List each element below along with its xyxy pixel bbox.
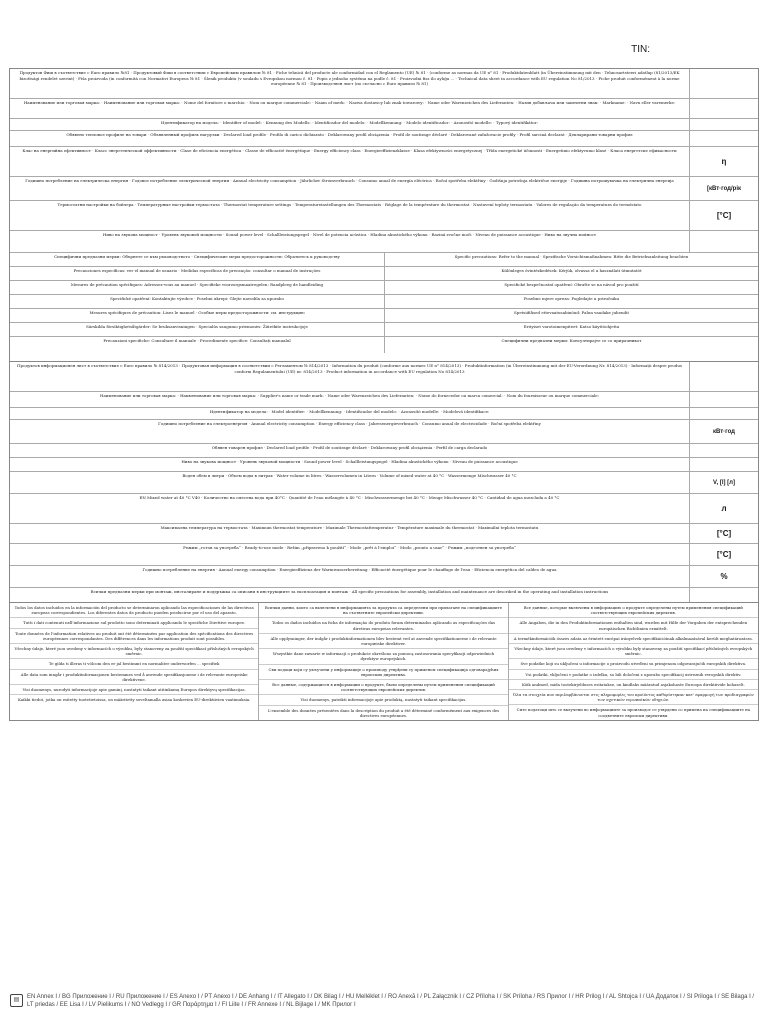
- note-paragraph: Сви подаци који су укључени у информације о производу утврђени су применом спецификација одговарајућих европских директива.: [259, 665, 507, 680]
- row-unit: [кВт·год/рік: [689, 177, 758, 200]
- row-text: Режим „готов за употреба“ · Ready-to-use mode · Režim „připraveno k použití“ · Mode „prêt à l'emploi“ · Modo „pronto a usar“ · Режим „подготвен за употреба“: [183, 545, 516, 550]
- table-row: [10, 267, 758, 281]
- document-icon: ▤: [10, 994, 23, 1007]
- table-row: [10, 362, 758, 392]
- row-text: Ниво на звукова мощност · Уровень звуковой мощности · Sound power level · Schallleistungspegel · Hladina akustického výkonu · Niveau de puissance acoustique: [181, 459, 518, 464]
- row-unit: [689, 392, 758, 407]
- row-text-right: Специфични предпазни мерки: Консултирајте се со прирачникот: [384, 337, 758, 353]
- note-paragraph: L'ensemble des données présentées dans la description du produit a été déterminé conformément aux exigences des directives européennes.: [267, 707, 500, 718]
- table-row: [10, 201, 758, 231]
- table-row: [10, 323, 758, 337]
- row-unit: [°C]: [689, 544, 758, 565]
- row-unit: η: [689, 147, 758, 176]
- row-text: Наименование или торговая марка: · Наименование или торговая марка: · Nome del fornitore o marchio: · Nom ou marque commerciale: · Naam of merk: · Nazwa dostawcy lub znak towarowy: · Name oder Warenzeichen des Lieferanten: · Назив добављача или заштитни знак: · Markname: · Navn eller varemerke:: [23, 100, 676, 105]
- note-paragraph: Όλα τα στοιχεία που περιλαμβάνονται στις πληροφορίες του προϊόντος καθορίστηκαν κατ' εφαρμογή των προδιαγραφών των σχετικών ευρωπαϊκών οδηγιών.: [509, 690, 758, 705]
- row-text-left: Specifické opatření: Kontaktujte výrobce · Posebni ukrepi: Glejte navodila za uporabo: [110, 296, 284, 301]
- table-row: [10, 147, 758, 177]
- row-unit: [689, 69, 758, 98]
- note-paragraph: Vsi podatki, vključeni v podatke o izdelku, so bili določeni z uporabo specifikacij ustreznih evropskih direktiv.: [509, 670, 758, 680]
- row-text: Обявен товарен профил · Declared load profile · Profil de soutirage déclaré · Deklarowany profil obciążenia · Perfil de carga declarado: [211, 445, 488, 450]
- table-row: [10, 524, 758, 544]
- table-row: [10, 253, 758, 267]
- row-text: Годишно потребление на електрическа енергия · Годовое потребление электрической энергии · Annual electricity consumption · Jährlicher Stromverbrauch · Consumo anual de energía eléctrica · Roční spotřeba elektřiny · Godišnja potrošnja električne energije · Годишна потрошувачка на електрична енергија: [25, 178, 674, 183]
- row-text: Термостатни настройки на бойлера · Температурные настройки термостата · Thermostat temperature settings · Temperatureinstellungen des Thermostats · Réglage de la température du thermostat · Nastavení teploty termostatu · Valores de regulação da temperatura do termóstato: [57, 202, 642, 207]
- annex-footer-text: EN Annex I / BG Приложение I / RU Приложение I / ES Anexo I / PT Anexo I / DE Anhang I / IT Allegato I / DK Bilag I / HU Melléklet I / RO Anexă I / PL Załącznik I / CZ Příloha I / SK Príloha / RS Прилог I / HR Prilog I / AL Shtojca I / UA Додаток I / SI Priloga I / SE Bilaga I / LT priedas / EE Lisa I / LV Pielikums I / NO Vedlegg I / GR Παράρτημα I / FI Liite I / FR Annexe I / NL Bijlage I / MK Прилог I: [27, 994, 755, 1008]
- table-row: [10, 444, 758, 458]
- product-information-table: [10, 362, 758, 602]
- note-paragraph: A termékinformációk összes adata az érintett európai irányelvek specifikációinak alkalmazásával került meghatározásra.: [509, 634, 758, 644]
- row-text: Наименование или торговая марка: · Наименование или торговая марка: · Supplier's name or trade mark: · Name oder Warenzeichen des Lieferanten: · Nome do fornecedor ou marca comercial: · Nom du fournisseur ou marque commerciale:: [100, 393, 599, 398]
- row-unit: [689, 408, 758, 419]
- row-text: Максимална температура на термостата · Maximum thermostat temperature · Maximale Thermostattemperatur · Température maximale du thermostat · Maximální teplota termostatu: [160, 525, 539, 530]
- row-unit: [689, 444, 758, 457]
- multilingual-notes: [10, 602, 758, 720]
- table-row: [10, 472, 758, 494]
- row-text: Ниво на звукова мощност · Уровень звуковой мощности · Sound power level · Schallleistungspegel · Nivel de potencia acústica · Hladina akustického výkonu · Raziná zvočne moči · Niveau de puissance acoustique · Ниво на звучна моќност: [102, 232, 597, 237]
- table-row: [10, 588, 758, 602]
- row-unit: [689, 119, 758, 130]
- note-paragraph: Todos os dados incluídos na ficha de informação do produto foram determinados aplicando as especificações das diretivas europeias relevantes.: [259, 618, 507, 633]
- row-text-right: Különleges óvintézkedések: Kérjük, olvassa el a használati útmutatót: [384, 267, 758, 280]
- row-text: Всички предпазни мерки при монтаж, инсталиране и поддръжка са описани в инструкциите за експлоатация и монтаж · All specific precautions for assembly, installation and maintenance are described in the operating and installation instructions: [90, 589, 609, 594]
- notes-column-left: [10, 603, 259, 720]
- note-paragraph: Toute données de l'information relatives au produit ont été déterminées par application des spécifications des directives européennes correspondantes. Des différences dans les informations produit sont possibles.: [10, 629, 258, 644]
- row-text: Продуктов Фиш в съответствие с Euro правило №81 · Продуктовый Фиш в соответствии с Европейским правилом № 81 · Fiche tehnică del producte ale conformidad con el Reglamento (UE) № 81 · (conforme as normas da UE n° 81 · Produktdatenblatt (in Übereinstimmung mit den · Tehnosartsteeri adatlap (81/2013/EK bizottsági rendelet szerint) · Fiša proizvoda (in conformità con Normativi Europeus № 81 · Ślenik produktu (v souladu s Evropskou normou č. 81 · Popis z jednoho systému na podle č. 81 · Proizvodni fisz ilo aylığa ... · Technical data sheet in accordance with EU regulation No 81/2013 · Fiche produit conformément à la norme européenne № 81 · Производствен лист (по съгласно с Euro правило № 81): [19, 70, 680, 87]
- row-unit: V, [l] [л]: [689, 472, 758, 493]
- note-paragraph: Alle Angaben, die in den Produktinformationen enthalten sind, wurden mit Hilfe der Vorgaben der entsprechenden europäischen Richtlinien ermittelt.: [509, 618, 758, 633]
- tin-label: TIN:: [631, 44, 650, 55]
- row-text-left: Mesures spécifiques de précaution: Lisez le manuel · Особые меры предосторожности: см. инструкцию: [89, 310, 305, 315]
- table-row: [10, 69, 758, 99]
- row-unit: [°C]: [689, 201, 758, 230]
- table-row: [10, 99, 758, 119]
- table-gap: [10, 353, 758, 362]
- table-row: [10, 281, 758, 295]
- row-unit: [689, 99, 758, 118]
- note-paragraph: Todos los datos incluidos en la información del producto se determinaron aplicando las especificaciones de las directivas europeas correspondientes. Los diferentes datos de producto pueden producirse por el uso del aparato.: [10, 603, 258, 618]
- energy-label-table: [10, 69, 758, 353]
- notes-column-middle: [259, 603, 508, 720]
- row-text-left: Särskilda försiktighetsåtgärder: Se bruksanvisningen · Specialūs saugumo priemonės: Žiūrėkite instrukcijoje: [86, 324, 308, 329]
- note-paragraph: Te gilda ti illeras ti völcom den er jal bestimmt en normaliter onderworfen ... specifiek: [10, 659, 258, 669]
- row-text-left: Precauzioni specifiche: Consultare il manuale · Procedimente specifice: Consultați manualul: [103, 338, 291, 343]
- note-paragraph: Всички данни, които са включени в информацията за продукта са определени при прилагане на спецификациите на съответните европейски директиви.: [259, 603, 507, 618]
- note-paragraph: Všechny údaje, které jsou uvedeny v informacích o výrobku, byly stanoveny za použití specifikací příslušných evropských směrnic.: [10, 644, 258, 659]
- row-text-right: Posebne mjere opreza: Pogledajte u priručniku: [384, 295, 758, 308]
- row-text: Идентификатор на модела: · Model identifier: · Modellkennung: · Identificador del modelo: · Azonosító modelle: · Modelová identifikace:: [209, 409, 490, 414]
- note-paragraph: Alle data som inngår i produktinformasjonen bestemmes ved å anvende spesifikasjonene i de relevante europeiske direktivene.: [10, 670, 258, 685]
- note-paragraph: Сите податоци што се вклучени во информациите за производот се утврдени со примена на спецификациите на соодветните европски директиви.: [516, 707, 751, 718]
- row-text-left: Специфични предпазни мерки: Обърнете се към ръководството · Специфические меры предосторожности: Обратитесь к руководству: [54, 254, 340, 259]
- row-unit: кВт·год: [689, 420, 758, 443]
- table-row: [10, 408, 758, 420]
- row-unit: [689, 131, 758, 146]
- row-text: Воден обем в литри · Объем воды в литрах · Water volume in litres · Wasservolumen in Litern · Volume of mixed water at 40 °C · Wassermenge Mischwasser 40 °C: [182, 473, 517, 478]
- table-row: [10, 231, 758, 253]
- row-text: Годишно потребление на електроенергия · Annual electricity consumption · Energy efficiency class · Jahresenergieverbrauch · Consumo anual de electricidade · Roční spotřeba elektřiny: [158, 421, 541, 426]
- row-text: Клас на енергийна ефективност · Класс энергетической эффективности · Clase de eficiencia energética · Classe de efficacité énergétique · Energy efficiency class · Energieeffizienzklasse · Klasa efektywności energetycznej · Třída energetické účinnosti · Energetinio efektyvumo klasė · Класа енергетске ефикасности: [22, 148, 677, 153]
- note-paragraph: Wszystkie dane zawarte w informacji o produkcie określono za pomocą zastosowania specyfikacji odpowiednich dyrektyw europejskich.: [259, 649, 507, 664]
- note-paragraph: Kaikki tiedot, jotka on esitetty tuotetietoissa, on määritetty soveltamalla asiaa koskevien EU-direktiivien vaatimuksia.: [17, 697, 251, 703]
- row-unit: л: [689, 494, 758, 523]
- row-unit: [°C]: [689, 524, 758, 543]
- table-row: [10, 295, 758, 309]
- row-text: Идентификатор на модела: · Identifier of model: · Kennung des Modells: · Identificador del modelo: · Modellkennung: · Modelo identificador: · Azonosító modelle: · Typový identifikátor:: [161, 120, 538, 125]
- row-text-right: Spetsiifilised ettevaatusabinõud: Palun vaadake juhendit: [384, 309, 758, 322]
- row-unit: [689, 458, 758, 471]
- note-paragraph: Все данные, содержащиеся в информации о продукте, были определены путем применения спецификаций соответствующих европейских директив.: [259, 680, 507, 695]
- note-paragraph: Все данные, которые включены в информацию о продукте определены путем применения спецификаций соответствующих европейских директив.: [509, 603, 758, 618]
- table-row: [10, 458, 758, 472]
- table-row: [10, 337, 758, 353]
- row-text: EN Mixed water at 40 °C V40 · Количество на смесена вода при 40°C · Quantité de l'eau mélangée à 40 °C · Mischwassermenge bei 40 °C · Menge Mischwasser 40 °C · Cantidad de agua mezclada a 40 °C: [139, 495, 560, 500]
- table-row: [10, 309, 758, 323]
- row-text-right: Specific precautions: Refer to the manual · Spezifische Vorsichtsmaßnahmen: Bitte die Betriebsanleitung beachten: [384, 253, 758, 266]
- note-paragraph: Visi duomenys, pateikti informacijoje apie produktą, nustatyti taikant specifikacijas.: [259, 695, 507, 705]
- table-row: [10, 566, 758, 588]
- note-paragraph: Sve podatke koji su uključeni u informacije o proizvodu utvrđeni su primjenom odgovarajućih europskih direktiva.: [509, 659, 758, 669]
- table-row: [10, 420, 758, 444]
- table-row: [10, 544, 758, 566]
- table-row: [10, 119, 758, 131]
- note-paragraph: Alle opplysninger, der indgår i produktinformationen blev bestemt ved at anvende specifikationerne i de relevante europæiske direktiver.: [259, 634, 507, 649]
- row-text-right: Erityiset varotoimenpiteet: Katso käyttöohjetta: [384, 323, 758, 336]
- row-text-left: Mesures de précaution spécifiques: Adressez-vous au manuel · Specifieke voorzorgsmaatregelen: Raadpleeg de handleiding: [70, 282, 324, 287]
- table-row: [10, 494, 758, 524]
- annex-footer: [10, 994, 758, 1016]
- row-unit: [689, 362, 758, 391]
- notes-column-right: [509, 603, 758, 720]
- row-text: Годишно потребление на енергия · Annual energy consumption · Energieeffizienz der Warmwasserbereitung · Efficacité énergétique pour le chauffage de l'eau · Eficiencia energética del caldeo de agua: [142, 567, 557, 572]
- note-paragraph: Visi duomenys, nurodyti informacijoje apie gaminį, nustatyti taikant atitinkamų Europos direktyvų specifikacijas.: [10, 685, 258, 695]
- note-paragraph: Kõik andmed, mida tootekirjelduses esitatakse, on kindlaks määratud asjakohaste Euroopa direktiivide kohaselt.: [509, 680, 758, 690]
- table-row: [10, 392, 758, 408]
- table-row: [10, 131, 758, 147]
- row-text-right: Specifické bezpečnostní opatření: Obraťte se na návod pro použití: [384, 281, 758, 294]
- row-text: Обявено тепловое профиле на товари · Объявленный профиль нагрузки · Declared load profile · Profilo di carico dichiarato · Deklarowany profil obciążenia · Profil de soutirage déclaré · Deklarované zaťažovacie profily · Profil sarcină declarat · Декларирани товарни профил: [66, 132, 633, 137]
- row-text-left: Precauciones específicas: ver el manual de usuario · Medidas específicas de precaução: consultar o manual de instruções: [73, 268, 321, 273]
- row-unit: %: [689, 566, 758, 587]
- product-fiche-sheet: [9, 68, 759, 721]
- row-unit: [689, 588, 758, 602]
- row-text: Продуктов информационен лист в съответствие с Euro правило № 814/2013 · Продуктовая информация в соответствии с Регламентом № 814/2013 · Information du produit (conforme aux normes UE n° 814/2013) · Produktinformation (in Übereinstimmung mit der EU-Verordnung Nr. 814/2013) · Informații despre produs conform Regulamentului (UE) nr. 814/2013 · Product information in accordance with EU regulation No 814/2013: [17, 363, 682, 374]
- note-paragraph: Tutti i dati contenuti nell'informazione sul prodotto sono determinati applicando le specifiche Direttive europee.: [10, 618, 258, 628]
- note-paragraph: Všechny údaje, které jsou uvedeny v informacích o výrobku byly stanoveny za použití specifikací příslušných evropských směrnic.: [509, 644, 758, 659]
- row-unit: [689, 231, 758, 252]
- table-row: [10, 177, 758, 201]
